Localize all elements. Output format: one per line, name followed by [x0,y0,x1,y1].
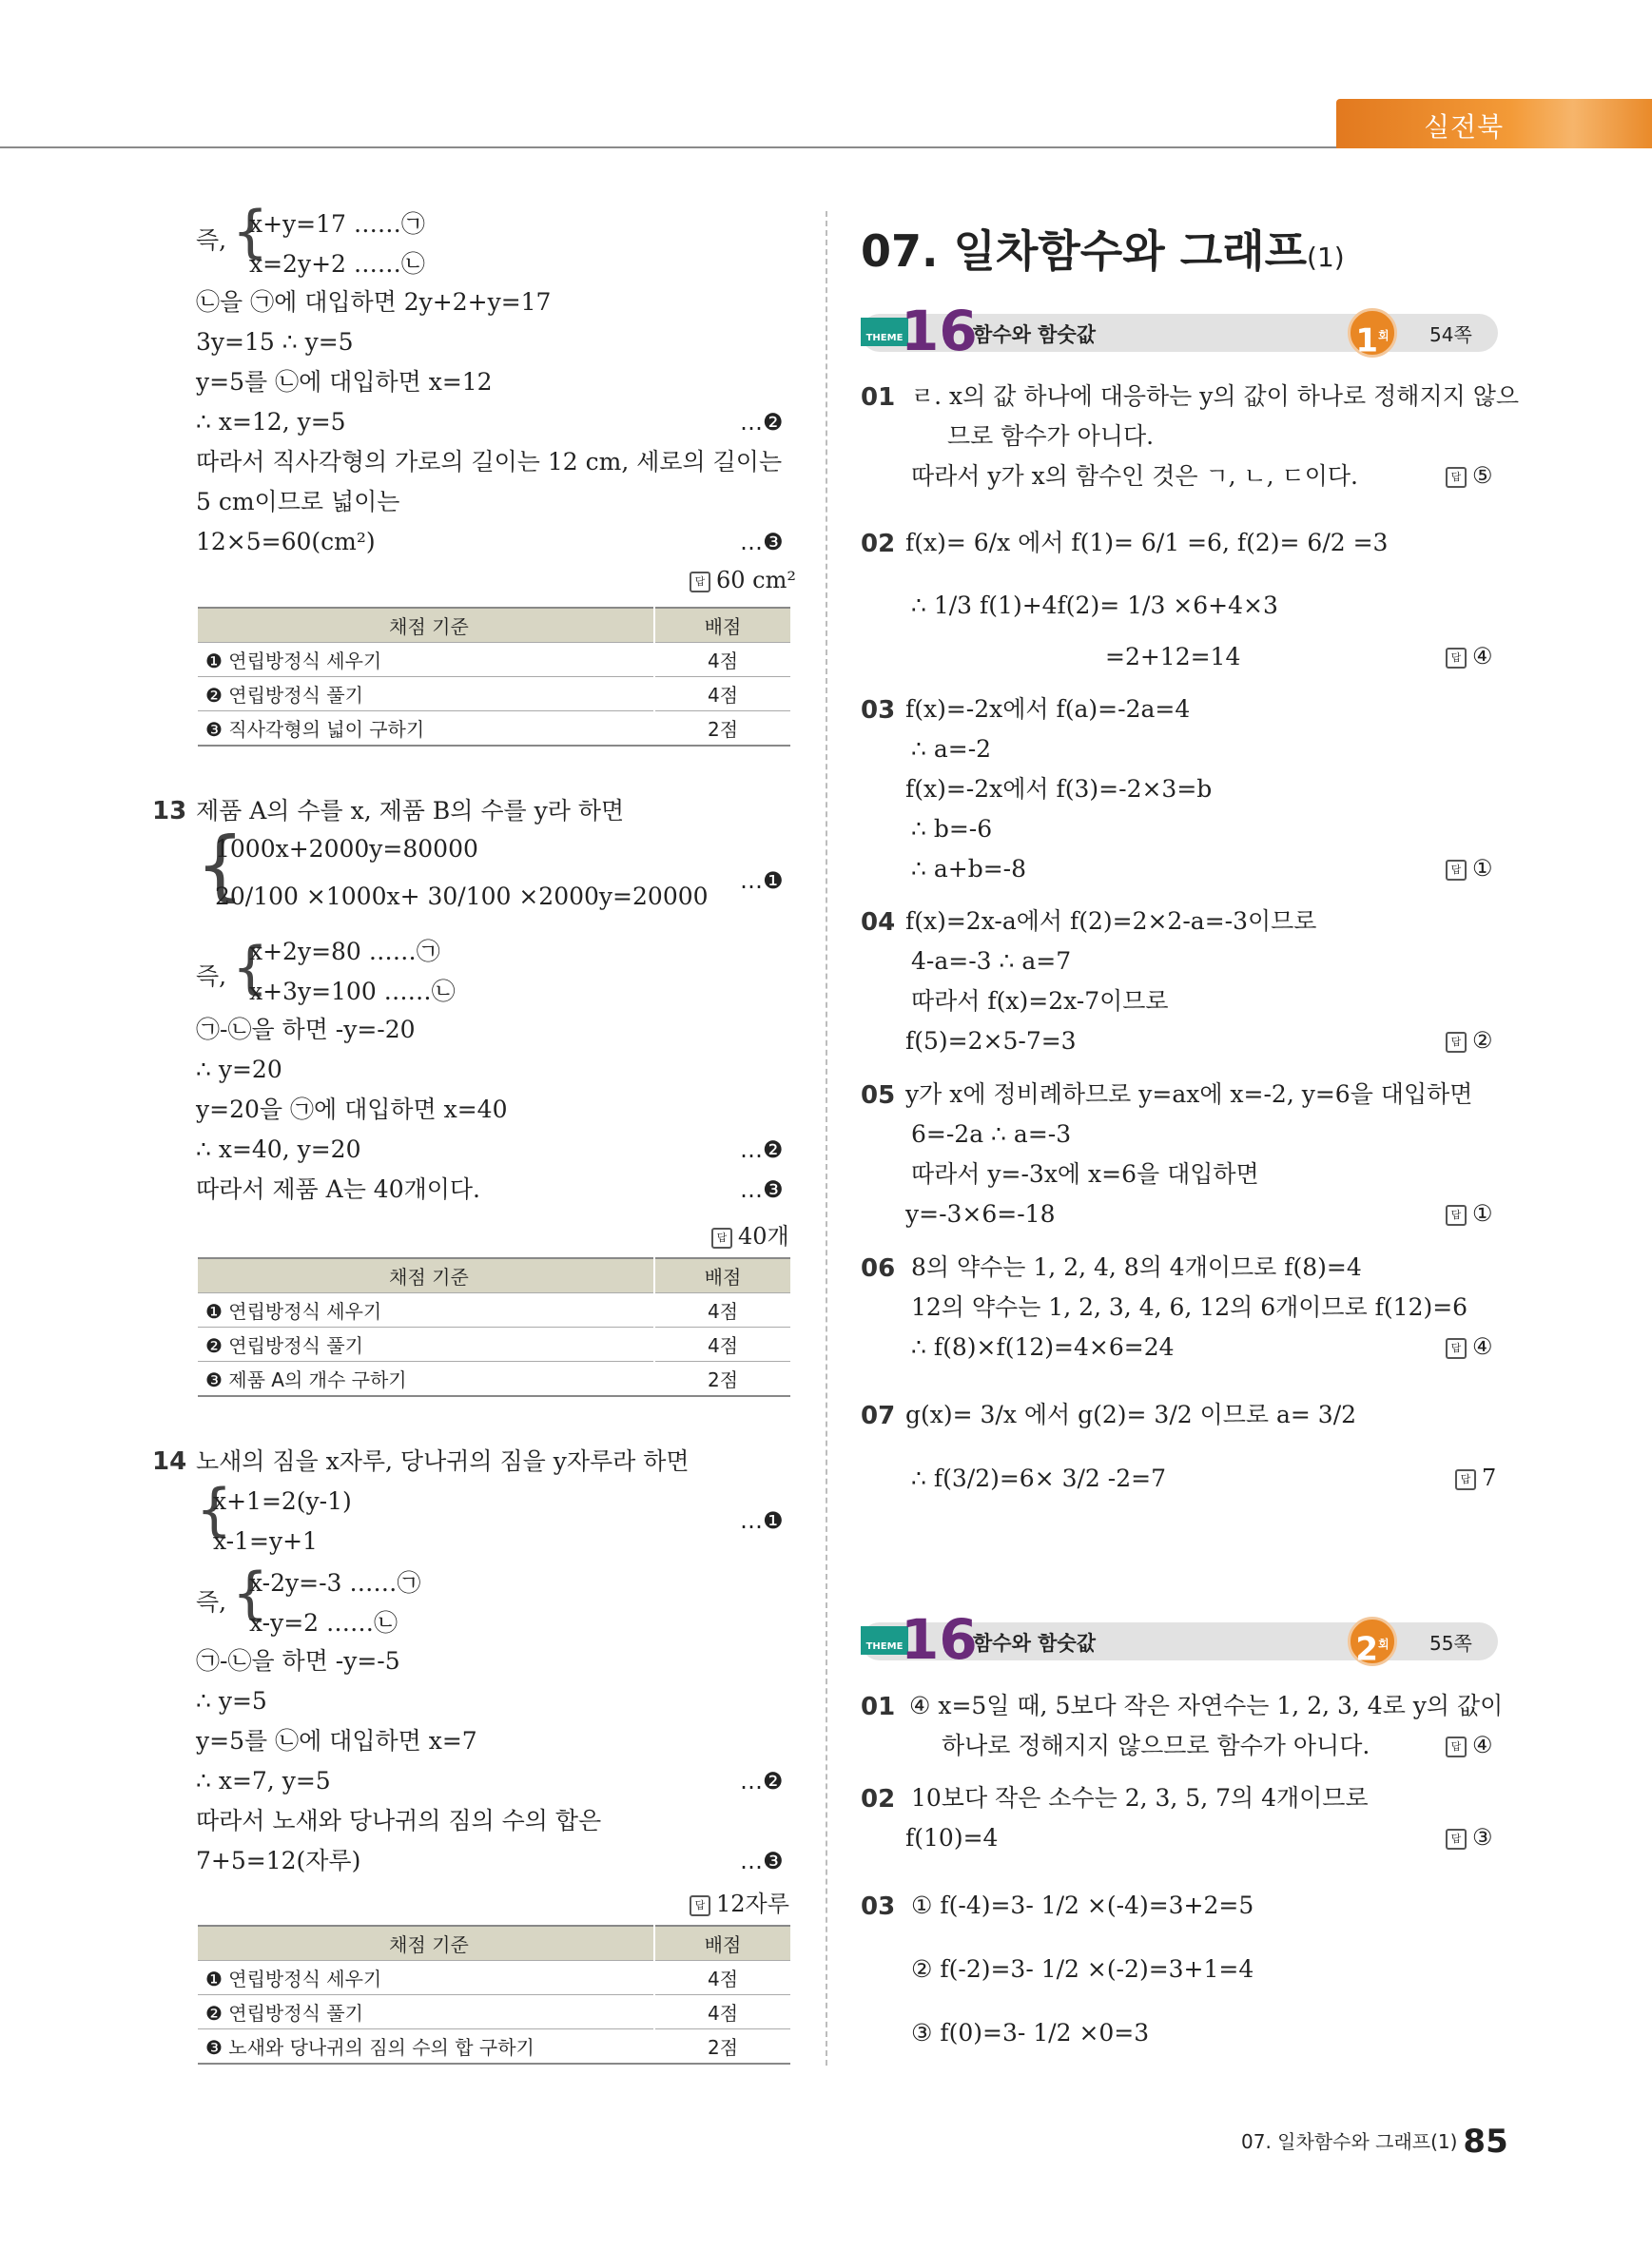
step-mark-1: …❶ [740,1507,784,1534]
answer-box-icon: 답 [1446,860,1467,881]
step-mark-2: …❷ [740,409,784,436]
p12-line: ㉡을 ㉠에 대입하면 2y+2+y=17 [196,288,552,316]
problem-number: 14 [152,1447,187,1476]
p12-line: x=2y+2 ……㉡ [249,250,425,278]
answer-value: ① [1472,855,1493,882]
p14-line: x-2y=-3 ……㉠ [249,1569,421,1597]
p12-line: 5 cm이므로 넓이는 [196,488,400,515]
p13-line: 20/100 ×1000x+ 30/100 ×2000y=20000 [215,883,709,910]
brace-icon: { [196,821,244,909]
problem-line: 따라서 y가 x의 함수인 것은 ㄱ, ㄴ, ㄷ이다. [911,462,1358,490]
brace-icon: { [232,199,269,265]
table-cell: 4점 [654,1961,790,1995]
round-badge [1348,308,1397,358]
answer-value: ⑤ [1472,462,1493,489]
table-cell: ❷ 연립방정식 풀기 [198,1995,654,2029]
problem-line: 8의 약수는 1, 2, 4, 8의 4개이므로 f(8)=4 [911,1253,1362,1281]
problem-line: 하나로 정해지지 않으므로 함수가 아니다. [942,1732,1370,1759]
p13-line: 따라서 제품 A는 40개이다. [196,1175,481,1203]
p14-line: 따라서 노새와 당나귀의 짐의 수의 합은 [196,1807,602,1834]
table-cell: ❸ 노새와 당나귀의 짐의 수의 합 구하기 [198,2029,654,2065]
table-header: 채점 기준 [198,1926,654,1961]
grading-table-13 [198,1257,790,1397]
problem-number: 03 [861,1892,896,1921]
problem-line: 므로 함수가 아니다. [947,422,1155,450]
problem-number: 02 [861,1785,896,1814]
problem-line: 4-a=-3 ∴ a=7 [911,947,1072,975]
answer-box-icon: 답 [690,572,710,592]
page-number: 85 [1463,2123,1508,2161]
problem-line: y=-3×6=-18 [905,1200,1056,1228]
grading-table-12 [198,607,790,747]
answer-value: 40개 [738,1223,789,1250]
theme-page: 54쪽 [1429,323,1472,346]
table-cell: 4점 [654,1293,790,1328]
p14-line: ∴ y=5 [196,1687,267,1715]
problem-line: ㄹ. x의 값 하나에 대응하는 y의 값이 하나로 정해지지 않으 [911,382,1519,410]
section-title-sub: (1) [1307,242,1345,273]
answer-box-icon: 답 [1446,467,1467,488]
theme-title: 함수와 함숫값 [973,323,1097,346]
problem-line: g(x)= 3/x 에서 g(2)= 3/2 이므로 a= 3/2 [905,1401,1357,1428]
p14-line: ㉠-㉡을 하면 -y=-5 [196,1647,400,1675]
problem-number: 05 [861,1081,896,1110]
grading-table-14 [198,1925,790,2065]
brace-icon: { [196,1477,233,1543]
table-header: 채점 기준 [198,608,654,643]
problem-answer [1446,1824,1493,1851]
p12-line: 12×5=60(cm²) [196,528,376,555]
problem-line: f(x)= 6/x 에서 f(1)= 6/1 =6, f(2)= 6/2 =3 [905,529,1389,556]
theme-number: 16 [901,299,978,363]
theme-number: 16 [901,1607,978,1672]
problem-answer [1455,1465,1496,1491]
problem-line: ∴ a+b=-8 [911,855,1027,883]
table-cell: ❶ 연립방정식 세우기 [198,1293,654,1328]
answer-box-icon: 답 [1446,648,1467,669]
round-number: 1 [1355,321,1379,360]
problem-number: 03 [861,696,896,725]
p12-line: 3y=15 ∴ y=5 [196,328,354,356]
problem-line: ∴ 1/3 f(1)+4f(2)= 1/3 ×6+4×3 [911,592,1278,619]
book-tab [1336,99,1652,148]
problem-line: ∴ b=-6 [911,815,993,843]
step-mark-2: …❷ [740,1136,784,1163]
problem-line: 10보다 작은 소수는 2, 3, 5, 7의 4개이므로 [911,1784,1369,1812]
footer-label: 07. 일차함수와 그래프(1) [1241,2130,1458,2153]
p13-prefix: 즉, [196,962,227,990]
problem-line: ① f(-4)=3- 1/2 ×(-4)=3+2=5 [911,1892,1254,1919]
p14-line: x-y=2 ……㉡ [249,1609,398,1637]
table-cell: 2점 [654,1362,790,1397]
table-header: 채점 기준 [198,1258,654,1293]
table-cell: 4점 [654,1328,790,1362]
table-header: 배점 [654,1926,790,1961]
answer-box-icon: 답 [1446,1205,1467,1226]
theme-page: 55쪽 [1429,1632,1472,1655]
step-mark-3: …❸ [740,1176,784,1203]
p14-prefix: 즉, [196,1588,227,1616]
problem-number: 06 [861,1254,896,1283]
table-cell: ❶ 연립방정식 세우기 [198,1961,654,1995]
problem-line: f(10)=4 [905,1824,999,1852]
problem-line: 12의 약수는 1, 2, 3, 4, 6, 12의 6개이므로 f(12)=6 [911,1293,1468,1321]
round-suffix: 회 [1378,329,1390,342]
problem-line: =2+12=14 [1105,643,1241,670]
table-cell: ❸ 제품 A의 개수 구하기 [198,1362,654,1397]
table-cell: 2점 [654,711,790,747]
p13-line: 1000x+2000y=80000 [215,835,478,863]
theme-tag: THEME [861,1626,908,1655]
answer-value: ④ [1472,1732,1493,1758]
problem-number: 13 [152,797,187,825]
answer-value: 7 [1482,1465,1497,1491]
problem-answer [1446,1200,1493,1227]
problem-answer [1446,643,1493,669]
page-footer [1241,2123,1508,2161]
problem-number: 01 [861,1693,896,1721]
table-cell: 4점 [654,1995,790,2029]
answer-box-icon: 답 [690,1895,710,1916]
answer-value: ④ [1472,1333,1493,1360]
brace-icon: { [232,935,269,1001]
theme-tag: THEME [861,318,908,346]
problem-line: 6=-2a ∴ a=-3 [911,1120,1072,1148]
p13-line: ㉠-㉡을 하면 -y=-20 [196,1016,416,1043]
p14-line: y=5를 ㉡에 대입하면 x=7 [196,1727,477,1755]
answer-box-icon: 답 [711,1228,732,1249]
problem-answer [1446,462,1493,489]
answer-box-icon: 답 [1446,1338,1467,1359]
problem-line: 따라서 f(x)=2x-7이므로 [911,987,1169,1015]
table-cell: 2점 [654,2029,790,2065]
theme-banner-2 [861,1607,1498,1672]
answer-box-icon: 답 [1446,1032,1467,1053]
problem-line: ② f(-2)=3- 1/2 ×(-2)=3+1=4 [911,1955,1254,1983]
p12-line: 따라서 직사각형의 가로의 길이는 12 cm, 세로의 길이는 [196,448,783,475]
table-cell: 4점 [654,643,790,677]
problem-answer [1446,1732,1493,1758]
step-mark-1: …❶ [740,867,784,894]
p14-line: ∴ x=7, y=5 [196,1767,331,1795]
step-mark-3: …❸ [740,1848,784,1874]
p12-line: y=5를 ㉡에 대입하면 x=12 [196,368,493,396]
round-badge [1348,1617,1397,1669]
problem-line: f(x)=-2x에서 f(a)=-2a=4 [905,695,1191,723]
problem-line: ④ x=5일 때, 5보다 작은 자연수는 1, 2, 3, 4로 y의 값이 [909,1692,1504,1719]
problem-answer [1446,855,1493,882]
answer-value: 12자루 [716,1891,789,1917]
table-cell: ❷ 연립방정식 풀기 [198,677,654,711]
problem-line: f(x)=2x-a에서 f(2)=2×2-a=-3이므로 [905,907,1317,935]
p13-answer [711,1217,789,1251]
table-header: 배점 [654,1258,790,1293]
p12-line: x+y=17 ……㉠ [249,210,425,238]
p13-line: ∴ x=40, y=20 [196,1135,361,1163]
answer-value: ② [1472,1027,1493,1054]
answer-box-icon: 답 [1455,1469,1476,1490]
p14-answer [690,1885,789,1918]
p13-line: x+3y=100 ……㉡ [249,978,456,1005]
problem-line: ∴ f(3/2)=6× 3/2 -2=7 [911,1465,1166,1492]
problem-number: 07 [861,1402,896,1430]
round-number: 2 [1355,1630,1379,1669]
p13-line: x+2y=80 ……㉠ [249,938,440,965]
section-title [861,217,1345,280]
answer-value: ④ [1472,643,1493,669]
problem-line: f(5)=2×5-7=3 [905,1027,1077,1055]
problem-answer [1446,1027,1493,1054]
section-title-text: 07. 일차함수와 그래프 [861,225,1308,277]
column-divider [826,211,827,2066]
problem-line: ③ f(0)=3- 1/2 ×0=3 [911,2019,1150,2047]
problem-line: f(x)=-2x에서 f(3)=-2×3=b [905,775,1213,803]
p12-answer [690,567,796,593]
p13-line: ∴ y=20 [196,1056,282,1083]
p13-line: y=20을 ㉠에 대입하면 x=40 [196,1096,508,1123]
p12-line: ∴ x=12, y=5 [196,408,346,436]
p14-line: x-1=y+1 [213,1527,318,1555]
brace-icon: { [232,1561,269,1627]
problem-number: 02 [861,530,896,558]
step-mark-2: …❷ [740,1768,784,1795]
problem-line: ∴ a=-2 [911,735,992,763]
p14-line: x+1=2(y-1) [213,1487,352,1515]
table-cell: ❸ 직사각형의 넓이 구하기 [198,711,654,747]
answer-value: 60 cm² [716,567,796,593]
problem-number: 01 [861,383,896,412]
answer-box-icon: 답 [1446,1829,1467,1850]
theme-title: 함수와 함숫값 [973,1632,1097,1655]
problem-line: y가 x에 정비례하므로 y=ax에 x=-2, y=6을 대입하면 [905,1080,1473,1108]
problem-line: ∴ f(8)×f(12)=4×6=24 [911,1333,1175,1361]
problem-answer [1446,1333,1493,1360]
table-cell: 4점 [654,677,790,711]
table-cell: ❶ 연립방정식 세우기 [198,643,654,677]
answer-value: ③ [1472,1824,1493,1851]
round-suffix: 회 [1378,1638,1390,1651]
problem-number: 04 [861,908,896,937]
p14-line: 노새의 짐을 x자루, 당나귀의 짐을 y자루라 하면 [196,1447,690,1475]
step-mark-3: …❸ [740,529,784,555]
problem-line: 따라서 y=-3x에 x=6을 대입하면 [911,1160,1259,1188]
book-tab-label: 실전북 [1424,111,1505,143]
answer-box-icon: 답 [1446,1737,1467,1757]
table-cell: ❷ 연립방정식 풀기 [198,1328,654,1362]
p12-prefix: 즉, [196,226,227,254]
p13-line: 제품 A의 수를 x, 제품 B의 수를 y라 하면 [196,797,625,825]
table-header: 배점 [654,608,790,643]
answer-value: ① [1472,1200,1493,1227]
p14-line: 7+5=12(자루) [196,1847,361,1874]
theme-banner-1 [861,299,1498,363]
